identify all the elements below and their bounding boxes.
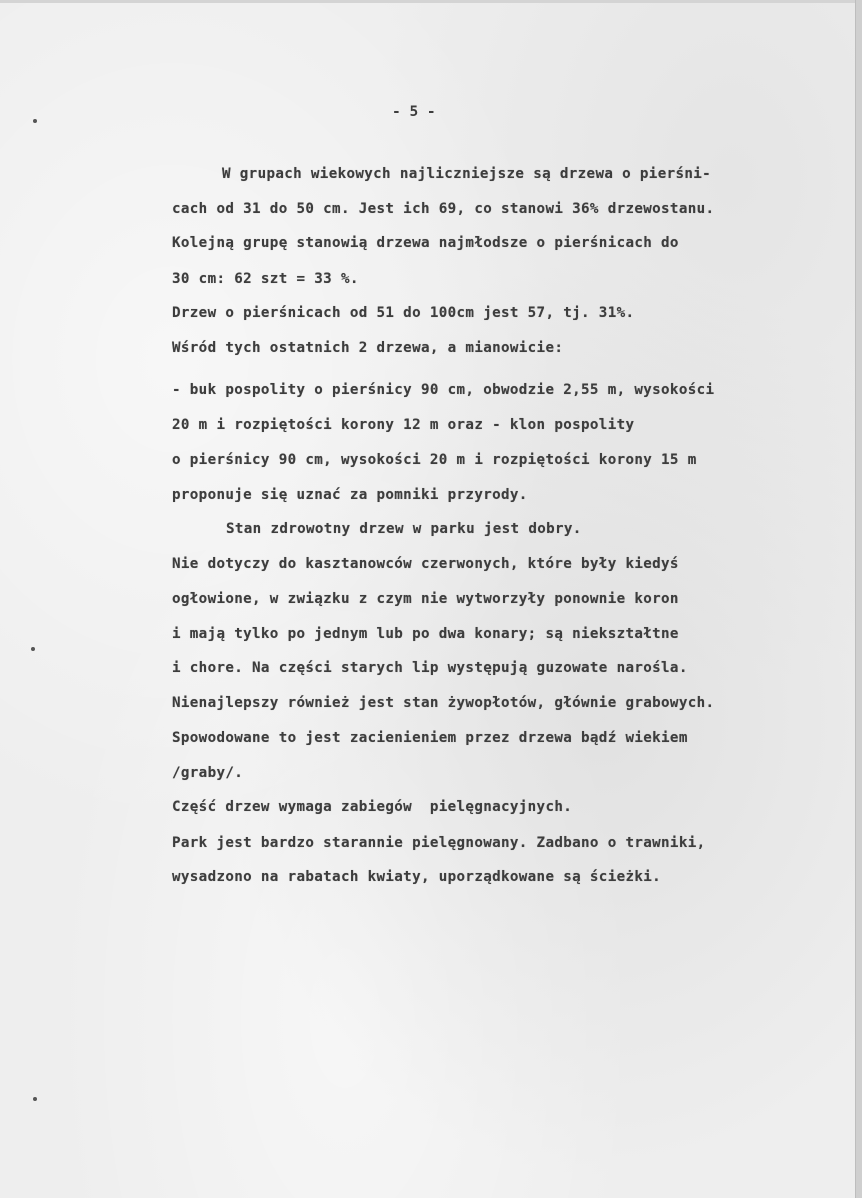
paragraph-line: Wśród tych ostatnich 2 drzewa, a mianowicie: bbox=[172, 340, 564, 356]
page-right-edge bbox=[855, 0, 862, 1198]
paragraph-line: Nienajlepszy również jest stan żywopłotów, głównie grabowych. bbox=[172, 695, 715, 711]
paragraph-line: ogłowione, w związku z czym nie wytworzyły ponownie koron bbox=[172, 591, 679, 607]
paragraph-line: Drzew o pierśnicach od 51 do 100cm jest 57, tj. 31%. bbox=[172, 305, 635, 321]
punch-hole-mark bbox=[33, 119, 37, 123]
paragraph-line: Część drzew wymaga zabiegów pielęgnacyjnych. bbox=[172, 799, 573, 815]
punch-hole-mark bbox=[31, 647, 35, 651]
page-number: - 5 - bbox=[392, 104, 436, 120]
paragraph-line: wysadzono na rabatach kwiaty, uporządkowane są ścieżki. bbox=[172, 869, 662, 885]
list-item-line: 20 m i rozpiętości korony 12 m oraz - klon pospolity bbox=[172, 417, 635, 433]
paragraph-line: W grupach wiekowych najliczniejsze są drzewa o pierśni- bbox=[222, 166, 712, 182]
paragraph-line: Park jest bardzo starannie pielęgnowany. Zadbano o trawniki, bbox=[172, 835, 706, 851]
paragraph-line: i chore. Na części starych lip występują guzowate narośla. bbox=[172, 660, 688, 676]
paragraph-line: cach od 31 do 50 cm. Jest ich 69, co stanowi 36% drzewostanu. bbox=[172, 201, 715, 217]
paragraph-line: Spowodowane to jest zacienieniem przez drzewa bądź wiekiem bbox=[172, 730, 688, 746]
paragraph-line: /graby/. bbox=[172, 765, 244, 781]
paragraph-line: Nie dotyczy do kasztanowców czerwonych, które były kiedyś bbox=[172, 556, 679, 572]
page-top-edge bbox=[0, 0, 862, 3]
paragraph-line: i mają tylko po jednym lub po dwa konary; są niekształtne bbox=[172, 626, 679, 642]
paragraph-line: 30 cm: 62 szt = 33 %. bbox=[172, 271, 359, 287]
paragraph-line: Stan zdrowotny drzew w parku jest dobry. bbox=[226, 521, 582, 537]
list-item-line: - buk pospolity o pierśnicy 90 cm, obwodzie 2,55 m, wysokości bbox=[172, 382, 715, 398]
paragraph-line: Kolejną grupę stanowią drzewa najmłodsze o pierśnicach do bbox=[172, 235, 679, 251]
list-item-line: proponuje się uznać za pomniki przyrody. bbox=[172, 487, 528, 503]
punch-hole-mark bbox=[33, 1097, 37, 1101]
list-item-line: o pierśnicy 90 cm, wysokości 20 m i rozpiętości korony 15 m bbox=[172, 452, 697, 468]
